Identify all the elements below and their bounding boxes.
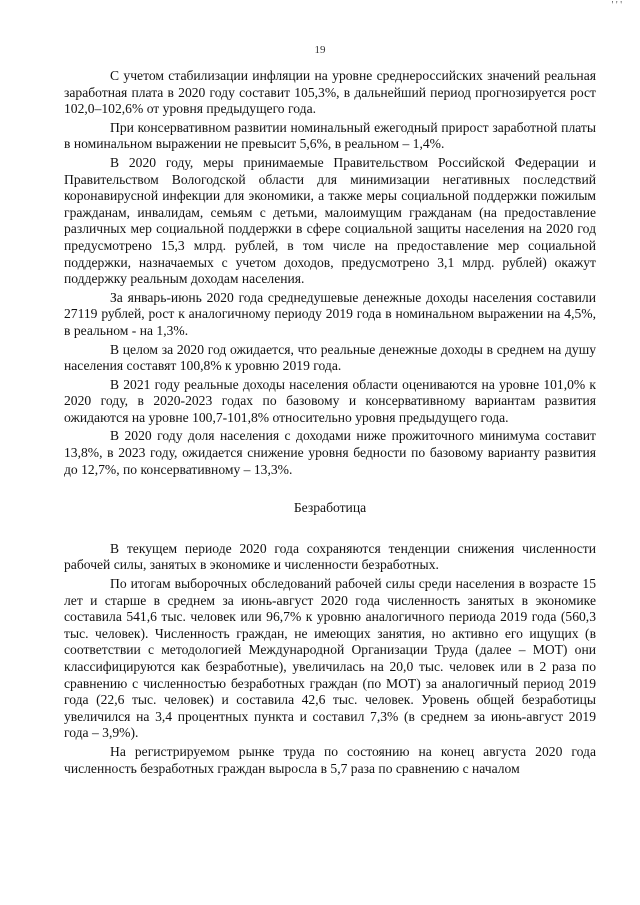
section-title: Безработица	[293, 500, 367, 516]
paragraph: В 2021 году реальные доходы населения области оцениваются на уровне 101,0% к 2020 году, в 2020-2023 годах по базовому и консервативному вариантам развития ожидаются на уровне 100,7-101,8% относительно уровня предыдущего года.	[64, 376, 596, 425]
paragraph: На регистрируемом рынке труда по состоянию на конец августа 2020 года численность безработных граждан выросла в 5,7 раза по сравнению с началом	[64, 743, 596, 776]
paragraph: В целом за 2020 год ожидается, что реальные денежные доходы в среднем на душу населения составят 100,8% к уровню 2019 года.	[64, 341, 596, 374]
paragraph: С учетом стабилизации инфляции на уровне среднероссийских значений реальная заработная плата в 2020 году составит 105,3%, в дальнейший период прогнозируется рост 102,0–102,6% от уровня предыдущего года.	[64, 68, 596, 117]
paragraph: В текущем периоде 2020 года сохраняются тенденции снижения численности рабочей силы, занятых в экономике и численности безработных.	[64, 540, 596, 573]
paragraph: В 2020 году, меры принимаемые Правительством Российской Федерации и Правительством Вологодской области для минимизации негативных последствий коронавирусной инфекции для экономики, а также меры социальной поддержки пожилым гражданам, инвалидам, семьям с детьми, малоимущим гражданам (на предоставление различных мер социальной поддержки в сфере социальной защиты населения на 2020 год предусмотрено 15,3 млрд. рублей, в том числе на предоставление мер социальной поддержки, назначаемых с учетом доходов, предусмотрено 3,1 млрд. рублей) окажут поддержку реальным доходам населения.	[64, 154, 596, 287]
document-body	[64, 68, 596, 779]
paragraph: В 2020 году доля населения с доходами ниже прожиточного минимума составит 13,8%, в 2023 году, ожидается снижение уровня бедности по базовому варианту развития до 12,7%, по консервативному – 13,3%.	[64, 428, 596, 477]
corner-mark: ' ' '	[611, 0, 622, 11]
paragraph: По итогам выборочных обследований рабочей силы среди населения в возрасте 15 лет и старше в среднем за июнь-август 2020 года численность занятых в экономике составила 541,6 тыс. человек или 96,7% к уровню аналогичного периода 2019 года (560,3 тыс. человек). Численность граждан, не имеющих занятия, но активно его ищущих (в соответствии с методологией Международной Организации Труда (далее – МОТ) они классифицируются как безработные), увеличилась на 20,0 тыс. человек или в 2 раза по сравнению с численностью безработных граждан (по МОТ) за аналогичный период 2019 года (22,6 тыс. человек) и составила 42,6 тыс. человек. Уровень общей безработицы увеличился на 3,4 процентных пункта и составил 7,3% (в среднем за июнь-август 2019 года – 3,9%).	[64, 576, 596, 741]
paragraph: При консервативном развитии номинальный ежегодный прирост заработной платы в номинальном выражении не превысит 5,6%, в реальном – 1,4%.	[64, 119, 596, 152]
paragraph: За январь-июнь 2020 года среднедушевые денежные доходы населения составили 27119 рублей, рост к аналогичному периоду 2019 года в номинальном выражении на 4,5%, в реальном - на 1,3%.	[64, 289, 596, 338]
page-number: 19	[314, 44, 326, 56]
